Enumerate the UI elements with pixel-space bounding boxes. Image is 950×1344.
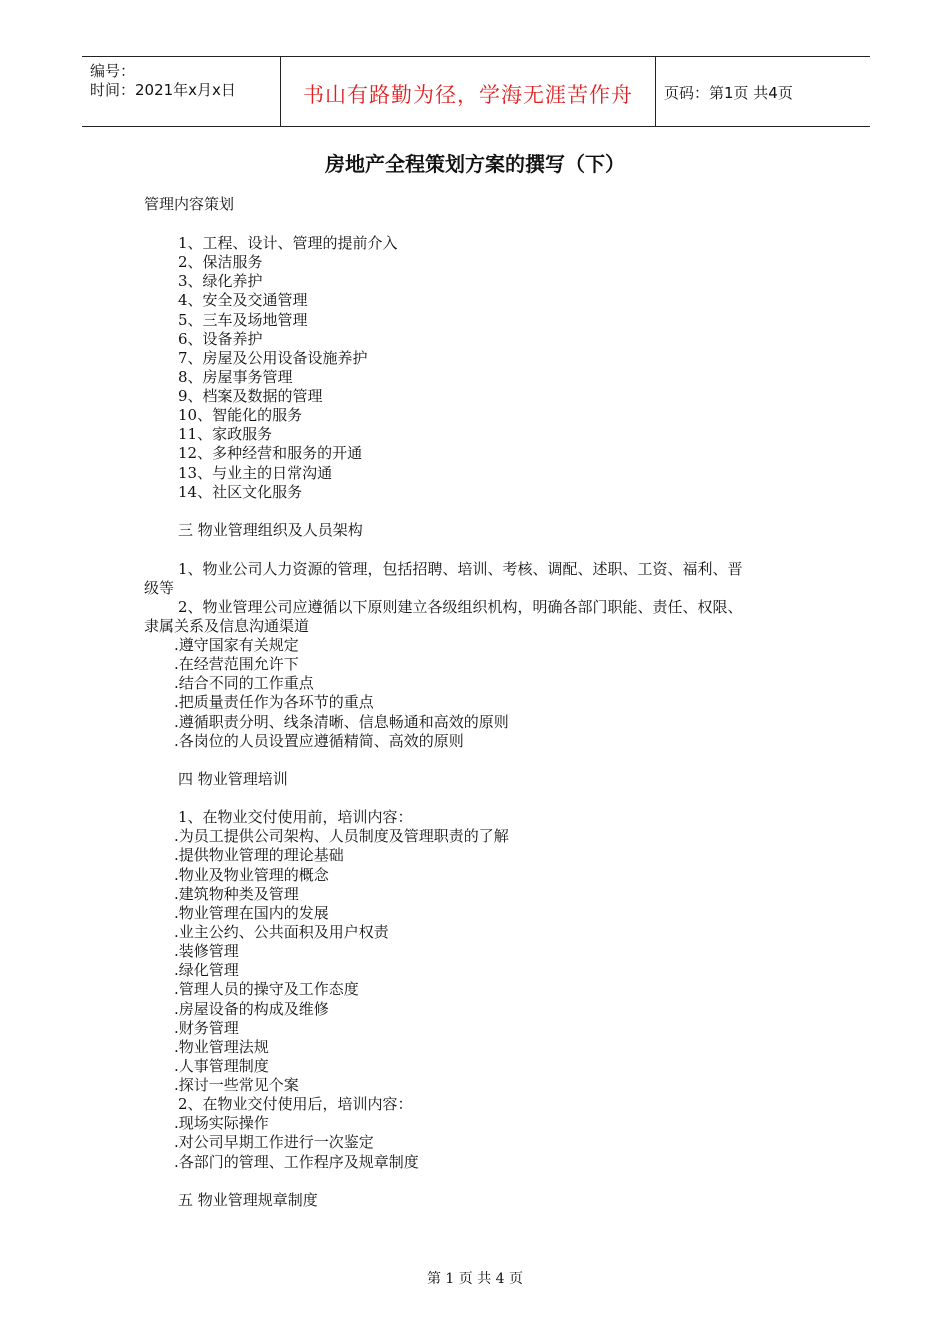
list-item: .提供物业管理的理论基础 [174, 846, 344, 864]
list-item: .房屋设备的构成及维修 [174, 1000, 329, 1018]
list-item: 14、社区文化服务 [178, 483, 303, 501]
list-item: .各岗位的人员设置应遵循精简、高效的原则 [174, 732, 464, 750]
list-item: 10、智能化的服务 [178, 406, 303, 424]
list-item: .在经营范围允许下 [174, 655, 299, 673]
list-item: 1、在物业交付使用前，培训内容： [178, 808, 413, 826]
list-item: .对公司早期工作进行一次鉴定 [174, 1133, 374, 1151]
list-item: .财务管理 [174, 1019, 239, 1037]
list-item: 2、在物业交付使用后，培训内容： [178, 1095, 413, 1113]
section-heading: 三 物业管理组织及人员架构 [178, 521, 363, 539]
list-item: .各部门的管理、工作程序及规章制度 [174, 1153, 419, 1171]
list-item: 4、安全及交通管理 [178, 291, 308, 309]
list-item: .物业管理法规 [174, 1038, 269, 1056]
paragraph-line: 2、物业管理公司应遵循以下原则建立各级组织机构，明确各部门职能、责任、权限、 [178, 598, 743, 616]
list-item: 8、房屋事务管理 [178, 368, 293, 386]
list-item: 12、多种经营和服务的开通 [178, 444, 363, 462]
list-item: 1、工程、设计、管理的提前介入 [178, 234, 398, 252]
list-item: .绿化管理 [174, 961, 239, 979]
list-item: 11、家政服务 [178, 425, 273, 443]
list-item: .现场实际操作 [174, 1114, 269, 1132]
list-item: .物业及物业管理的概念 [174, 866, 329, 884]
section-heading: 五 物业管理规章制度 [178, 1191, 318, 1209]
list-item: .结合不同的工作重点 [174, 674, 314, 692]
section-heading: 管理内容策划 [144, 195, 235, 213]
list-item: .人事管理制度 [174, 1057, 269, 1075]
document-number-label: 编号： [90, 62, 136, 80]
paragraph-line: 级等 [144, 579, 175, 597]
list-item: .装修管理 [174, 942, 239, 960]
list-item: .物业管理在国内的发展 [174, 904, 329, 922]
list-item: .业主公约、公共面积及用户权责 [174, 923, 389, 941]
page-header [82, 56, 870, 127]
list-item: .把质量责任作为各环节的重点 [174, 693, 374, 711]
paragraph-line: 1、物业公司人力资源的管理，包括招聘、培训、考核、调配、述职、工资、福利、晋 [178, 560, 743, 578]
list-item: 2、保洁服务 [178, 253, 263, 271]
list-item: .建筑物种类及管理 [174, 885, 299, 903]
list-item: 13、与业主的日常沟通 [178, 464, 333, 482]
header-motto-cell [280, 57, 656, 126]
list-item: 7、房屋及公用设备设施养护 [178, 349, 368, 367]
list-item: .管理人员的操守及工作态度 [174, 980, 359, 998]
page-footer: 第 1 页 共 4 页 [426, 1271, 524, 1287]
header-motto: 书山有路勤为径，学海无涯苦作舟 [303, 83, 633, 107]
list-item: .遵循职责分明、线条清晰、信息畅通和高效的原则 [174, 713, 509, 731]
list-item: 6、设备养护 [178, 330, 263, 348]
list-item: .为员工提供公司架构、人员制度及管理职责的了解 [174, 827, 509, 845]
list-item: 5、三车及场地管理 [178, 311, 308, 329]
list-item: 9、档案及数据的管理 [178, 387, 323, 405]
document-title: 房地产全程策划方案的撰写（下） [325, 152, 625, 176]
list-item: .遵守国家有关规定 [174, 636, 299, 654]
document-date-label: 时间：2021年x月x日 [90, 81, 236, 99]
header-info-cell [82, 57, 280, 126]
section-heading: 四 物业管理培训 [178, 770, 288, 788]
list-item: 3、绿化养护 [178, 272, 263, 290]
paragraph-line: 隶属关系及信息沟通渠道 [144, 617, 310, 635]
header-page-cell [656, 57, 870, 126]
header-page-code: 页码：第1页 共4页 [664, 84, 793, 102]
list-item: .探讨一些常见个案 [174, 1076, 299, 1094]
